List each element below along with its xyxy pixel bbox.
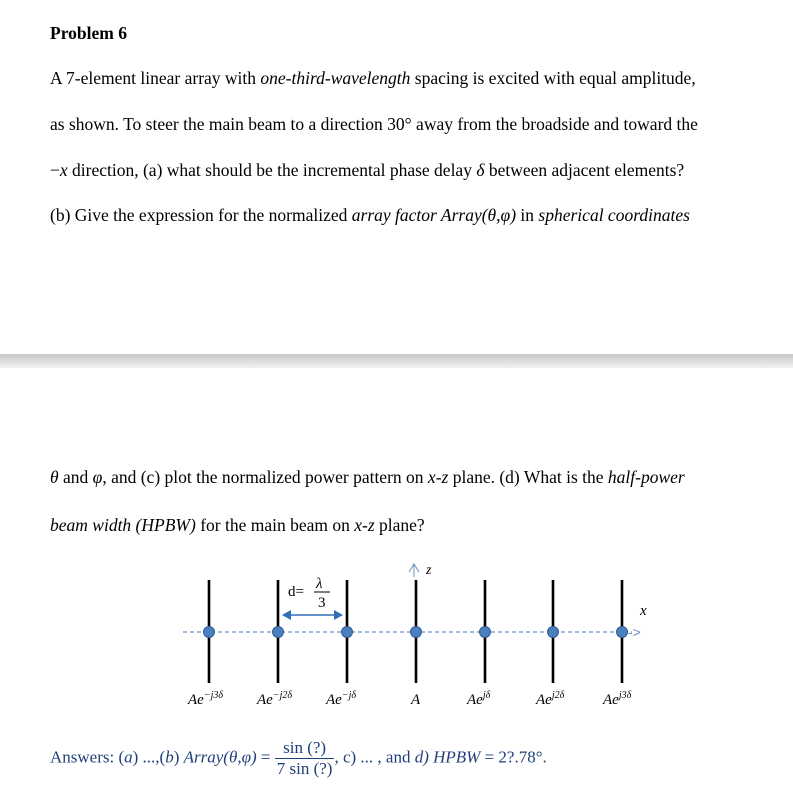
text-segment-italic: spherical coordinates (538, 205, 690, 225)
element-label-base: Ae (188, 692, 204, 708)
spacing-arrow-right-icon (334, 610, 343, 620)
text-segment-italic: half-power (607, 467, 685, 487)
element-label-6 (536, 690, 564, 709)
element-label-exponent: j2δ (551, 690, 565, 701)
theta-symbol: θ (50, 467, 59, 487)
text-segment: direction, (a) what should be the incremental phase delay (67, 160, 477, 180)
text-segment: plane? (374, 515, 425, 535)
answer-text: = (256, 747, 275, 767)
element-label-base: Ae (257, 692, 273, 708)
answer-fraction (275, 738, 335, 779)
spacing-denominator: 3 (318, 595, 326, 611)
page-divider (0, 354, 793, 368)
text-segment-italic: x (59, 160, 68, 180)
problem-line-2: as shown. To steer the main beam to a direction 30° away from the broadside and toward the (50, 114, 698, 134)
answer-fraction-numerator: sin (?) (275, 738, 335, 759)
problem-line-6 (50, 515, 425, 536)
text-segment: A 7-element linear array with (50, 68, 261, 88)
text-segment: between adjacent elements? (484, 160, 685, 180)
answer-text-italic: a (124, 747, 133, 767)
spacing-arrow-left-icon (282, 610, 291, 620)
element-label-exponent: −jδ (341, 690, 357, 701)
text-segment-italic: one-third-wavelength (260, 68, 411, 88)
text-segment: in (516, 205, 539, 225)
element-label-base: Ae (536, 692, 552, 708)
problem-line-5 (50, 467, 685, 488)
phi-symbol: φ (92, 467, 103, 487)
feed-dot-6 (548, 627, 559, 638)
text-segment: for the main beam on (195, 515, 355, 535)
feed-dot-4 (411, 627, 422, 638)
feed-dot-3 (342, 627, 353, 638)
array-diagram (0, 555, 793, 725)
element-label-base: Ae (467, 692, 483, 708)
feed-dot-5 (480, 627, 491, 638)
text-segment: (b) Give the expression for the normalized (50, 205, 352, 225)
text-segment-italic: x-z (427, 467, 449, 487)
answer-text: ) (173, 747, 184, 767)
feed-dot-2 (273, 627, 284, 638)
element-label-exponent: −j3δ (203, 690, 224, 701)
z-axis-label: z (426, 563, 432, 578)
text-segment: − (50, 160, 60, 180)
text-segment-italic: x-z (354, 515, 375, 535)
element-label-base: Ae (603, 692, 619, 708)
element-label-1 (188, 690, 223, 709)
element-label-exponent: −j2δ (272, 690, 293, 701)
answer-text: Answers: ( (50, 747, 125, 767)
feed-dot-1 (204, 627, 215, 638)
text-segment-italic: beam width (HPBW) (50, 515, 196, 535)
problem-line-3 (50, 160, 684, 181)
answer-text-italic: b (165, 747, 174, 767)
element-label-5 (467, 690, 490, 709)
answer-text: , c) ... , and (334, 747, 415, 767)
spacing-label: d= (288, 584, 304, 600)
x-axis-arrow: -> (628, 624, 641, 640)
text-segment: and (58, 467, 93, 487)
feed-dot-7 (617, 627, 628, 638)
delta-symbol: δ (476, 160, 485, 180)
problem-line-1 (50, 68, 696, 89)
element-label-exponent: j3δ (618, 690, 632, 701)
answer-result: = 2?.78°. (480, 747, 547, 767)
text-segment: , and (c) plot the normalized power pattern on (102, 467, 428, 487)
text-segment-italic: array factor Array(θ,φ) (351, 205, 517, 225)
answer-text: ) ...,( (132, 747, 166, 767)
element-label-base: A (411, 692, 421, 708)
answers-line (50, 738, 547, 779)
answer-text-italic: d) HPBW (414, 747, 481, 767)
x-axis-label: x (640, 603, 647, 619)
text-segment: spacing is excited with equal amplitude, (410, 68, 696, 88)
element-label-2 (257, 690, 292, 709)
element-label-4 (411, 690, 420, 709)
problem-title: Problem 6 (50, 23, 127, 43)
answer-fraction-denominator: 7 sin (?) (276, 759, 333, 778)
element-label-3 (326, 690, 356, 709)
spacing-lambda: λ (316, 576, 323, 592)
answer-array-expression: Array(θ,φ) (183, 747, 257, 767)
text-segment: plane. (d) What is the (448, 467, 608, 487)
problem-line-4 (50, 205, 690, 226)
element-label-exponent: jδ (482, 690, 491, 701)
element-label-base: Ae (326, 692, 342, 708)
element-label-7 (603, 690, 631, 709)
